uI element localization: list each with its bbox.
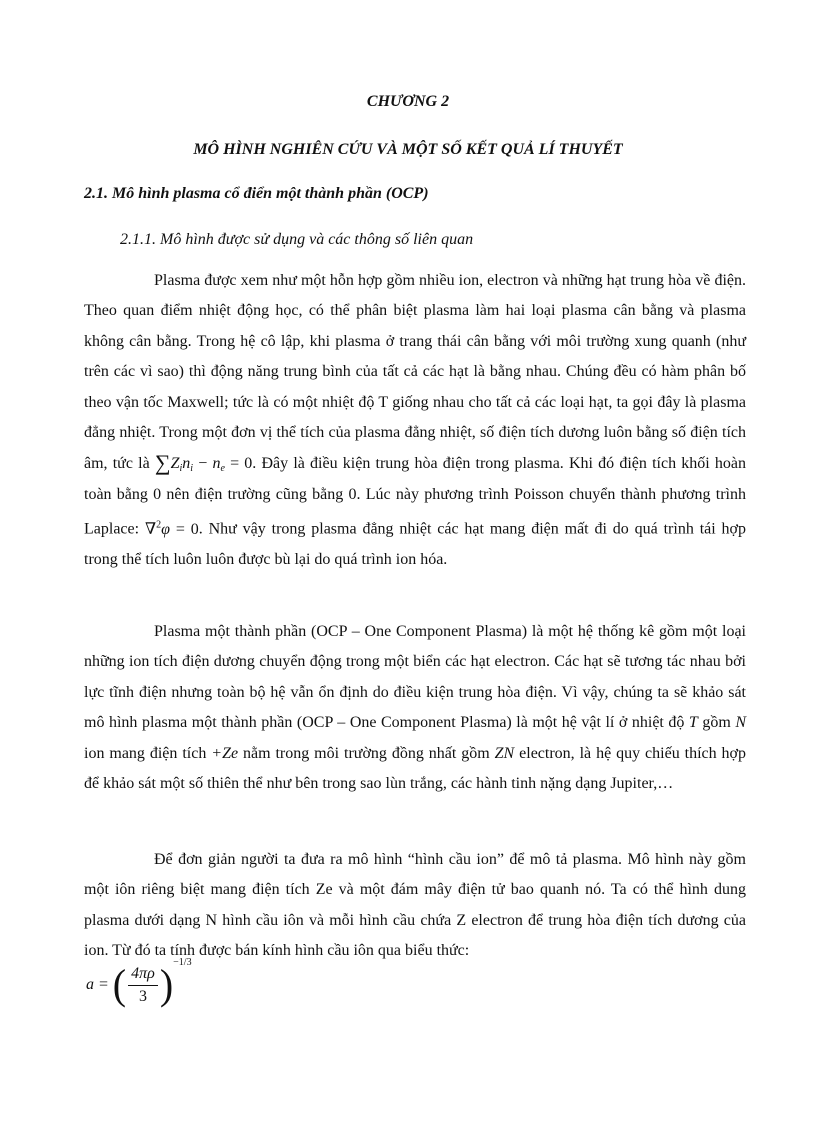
chapter-title: MÔ HÌNH NGHIÊN CỨU VÀ MỘT SỐ KẾT QUẢ LÍ THUYẾT (193, 141, 623, 158)
var-charge: +Ze (211, 744, 239, 762)
section-heading: 2.1. Mô hình plasma cổ điển một thành phần (OCP) (84, 185, 429, 202)
paragraph-1-text-a: Plasma được xem như một hỗn hợp gồm nhiều ion, electron và những hạt trung hòa về điện. Theo quan điểm nhiệt động học, có thể phân biệt plasma làm hai loại plasma cân bằng và plasma không cân bằng. Trong hệ cô lập, khi plasma ở trang thái cân bằng với môi trường xung quanh (như trên các vì sao) thì động năng trung bình của tất cả các hạt là bằng nhau. Chúng đều có hàm phân bố theo vận tốc Maxwell; tức là có một nhiệt độ T giống nhau cho tất cả các loại hạt, ta gọi đây là plasma đẳng nhiệt. Trong một đơn vị thể tích của plasma đẳng nhiệt, số điện tích dương luôn bằng số điện tích âm, tức là (84, 272, 746, 473)
radius-fraction (128, 963, 158, 1008)
sum-symbol: ∑ (154, 450, 171, 476)
left-paren: ( (112, 960, 127, 1009)
paragraph-1-text-b: . Đây là điều kiện trung hòa điện trong plasma. Khi đó điện tích khối hoàn toàn bằng 0 nên điện trường cũng bằng 0. Lúc này phương trình Poisson chuyển thành phương trình Laplace: (84, 455, 746, 538)
paragraph-3: Để đơn giản người ta đưa ra mô hình “hình cầu ion” để mô tả plasma. Mô hình này gồm một iôn riêng biệt mang điện tích Ze và một đám mây điện tử bao quanh nó. Ta có thể hình dung plasma dưới dạng N hình cầu iôn và mỗi hình cầu chứa Z electron để trung hòa điện tích dương của ion. Từ đó ta tính được bán kính hình cầu iôn qua biểu thức: (84, 851, 746, 960)
paragraph-1-text-c: . Như vậy trong plasma đẳng nhiệt các hạt mang điện mất đi do quá trình tái hợp trong thể tích luôn luôn được bù lại do quá trình ion hóa. (84, 520, 746, 568)
fraction-denominator: 3 (138, 987, 147, 1005)
radius-exponent: −1/3 (173, 957, 192, 968)
var-ion-count: N (735, 714, 747, 732)
neutrality-equation: $\sum Z_in_i - n_e = 0$ (154, 450, 253, 476)
paragraph-1 (84, 266, 746, 575)
radius-formula (86, 955, 192, 1015)
var-electron-count: ZN (494, 744, 515, 762)
right-paren: ) (159, 960, 174, 1009)
subsection-heading: 2.1.1. Mô hình được sử dụng và các thông số liên quan (120, 231, 474, 248)
chapter-heading: CHƯƠNG 2 (366, 93, 450, 110)
radius-lhs: a = (86, 976, 109, 993)
fraction-numerator: 4πρ (128, 963, 158, 986)
paragraph-2: Plasma một thành phần (OCP – One Component Plasma) là một hệ thống kê gồm một loại những ion tích điện dương chuyển động trong một biển các hạt electron. Các hạt sẽ tương tác nhau bởi lực tĩnh điện nhưng toàn bộ hệ vẫn ổn định do điều kiện trung hòa điện. Vì vậy, chúng ta sẽ khảo sát mô hình plasma một thành phần (OCP – One Component Plasma) là một hệ vật lí ở nhiệt độ T gồm N ion mang điện tích +Ze nằm trong môi trường đồng nhất gồm ZN electron, là hệ quy chiếu thích hợp để khảo sát một số thiên thể như bên trong sao lùn trắng, các hành tinh nặng dạng Jupiter,… (84, 623, 747, 793)
var-temperature: T (688, 714, 698, 732)
laplace-equation: ∇$^2$φ = 0 (144, 519, 199, 538)
